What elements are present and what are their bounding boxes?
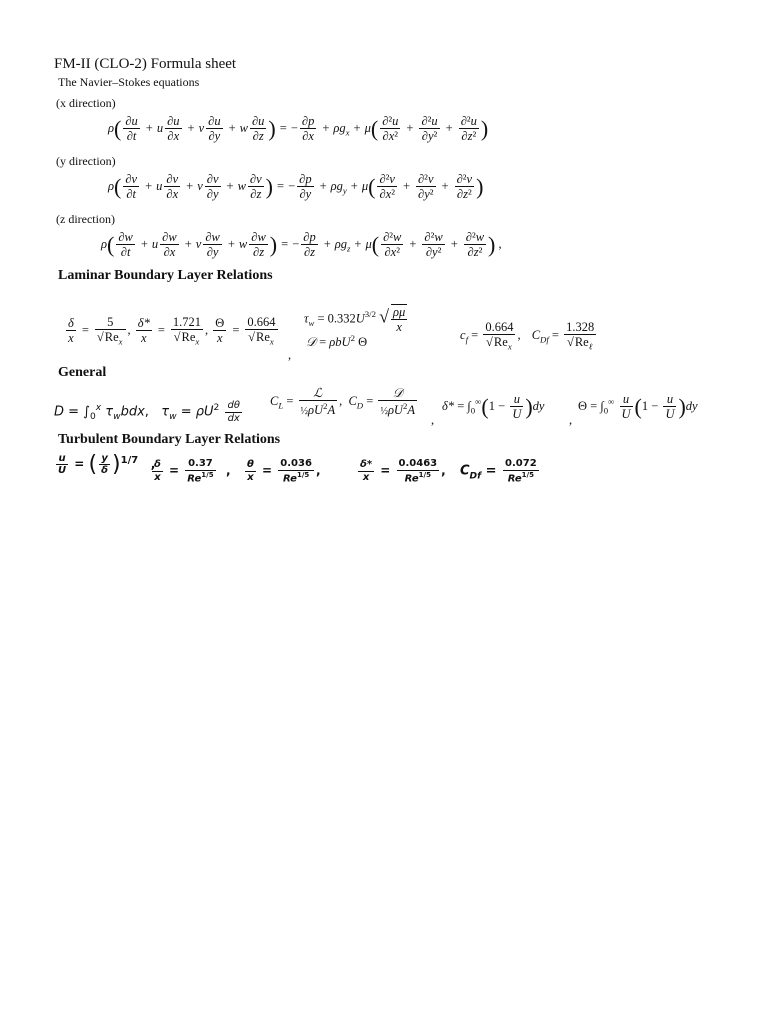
general-comma-2: ,: [569, 413, 573, 427]
turbulent-velocity-profile: $\frac{u}{U}$ = ( $\frac{y}{\delta}$ )$^{1/7}$ ,: [58, 452, 156, 477]
laminar-wall-shear: $\tau_w = 0.332U^{3/2}$ √ $\frac{\rho\mu}{x}$: [304, 305, 406, 335]
laminar-cdf-coef: 1.328: [566, 320, 595, 334]
laminar-cf-coef: 0.664: [485, 320, 514, 334]
z-direction-label: (z direction): [56, 212, 115, 226]
momentum-thickness-relation: $\Theta = \int_0^\infty$ $\frac{u}{U}$ (1 − $\frac{u}{U}$ )dy: [578, 392, 698, 422]
lift-drag-coefficients: $C_L$ = $\frac{\text{ℒ}}{\frac{1}{2}\rho U^2A}$ , $C_D$ = $\frac{\text{𝒟}}{\frac{1}{2}\rho U^2A}$: [270, 386, 415, 418]
laminar-drag-relation: 𝒟 = ρbU$^2$ Θ: [306, 333, 368, 350]
turbulent-theta-relation: $\frac{\theta}{x}$ = $\frac{0.036}{Re^{1/5}}$ ,: [247, 458, 321, 484]
laminar-delta-star-coef: 1.721: [172, 315, 202, 329]
x-direction-label: (x direction): [56, 96, 116, 110]
turbulent-delta-star-relation: $\frac{\delta*}{x}$ = $\frac{0.0463}{Re^{1/5}}$ ,: [360, 458, 446, 484]
general-comma-1: ,: [431, 413, 435, 427]
navier-stokes-z-equation: ρ( $\frac{\partial w}{\partial t}$ + u $\frac{\partial w}{\partial x}$ + v $\frac{\partial w}{\partial y}$ + w $\frac{\partial w}{\partial z}$ ) = − $\frac{\partial p}{\partial z}$ + $\rho g_z + \mu$( $\frac{\text{∂²w}}{\text{∂x²}}$ + $\frac{\text{∂²w}}{\text{∂y²}}$ + $\frac{\text{∂²w}}{\text{∂z²}}$ ) ,: [101, 230, 502, 260]
general-heading: General: [58, 365, 107, 380]
laminar-tau-coef: 0.332: [327, 311, 356, 326]
laminar-comma: ,: [288, 348, 292, 362]
navier-stokes-y-equation: ρ( $\frac{\partial v}{\partial t}$ + u $\frac{\partial v}{\partial x}$ + v $\frac{\partial v}{\partial y}$ + w $\frac{\partial v}{\partial z}$ ) = − $\frac{\partial p}{\partial y}$ + $\rho g_y + \mu$( $\frac{\text{∂²v}}{\text{∂x²}}$ + $\frac{\text{∂²v}}{\text{∂y²}}$ + $\frac{\text{∂²v}}{\text{∂z²}}$ ): [108, 172, 484, 202]
laminar-thickness-relations: $\frac{\delta}{x}$ = $\frac{5}{√Re_x}$ , $\frac{\delta*}{x}$ = $\frac{1.721}{√Re_x}$ , $\frac{\Theta}{x}$ = $\frac{0.664}{√Re_x}$: [68, 315, 276, 347]
turbulent-delta-star-coef: 0.0463: [398, 458, 438, 469]
navier-stokes-x-equation: ρ( $\frac{\partial u}{\partial t}$ + u $\frac{\partial u}{\partial x}$ + v $\frac{\partial u}{\partial y}$ + w $\frac{\partial u}{\partial z}$ ) = − $\frac{\partial p}{\partial x}$ + $\rho g_x + \mu$( $\frac{\text{∂²u}}{\text{∂x²}}$ + $\frac{\text{∂²u}}{\text{∂y²}}$ + $\frac{\text{∂²u}}{\text{∂z²}}$ ): [108, 114, 489, 144]
turbulent-delta-relation: $\frac{\delta}{x}$ = $\frac{0.37}{Re^{1/5}}$ ,: [154, 458, 231, 484]
page-subtitle: The Navier–Stokes equations: [58, 75, 200, 89]
y-direction-label: (y direction): [56, 154, 116, 168]
turbulent-theta-coef: 0.036: [280, 458, 312, 469]
turbulent-heading: Turbulent Boundary Layer Relations: [58, 432, 281, 447]
laminar-theta-coef: 0.664: [247, 315, 276, 329]
laminar-delta-coef: 5: [95, 315, 126, 330]
displacement-thickness-relation: $\delta* = \int_0^\infty(1$ − $\frac{u}{U}$ )dy: [442, 392, 545, 422]
laminar-heading: Laminar Boundary Layer Relations: [58, 268, 273, 283]
laminar-friction-coefficients: $c_f$ = $\frac{0.664}{√Re_x}$ , $C_{Df}$ = $\frac{1.328}{√Re_\ell}$: [460, 320, 595, 352]
turbulent-delta-coef: 0.37: [185, 458, 215, 471]
turbulent-cdf-relation: $C_{Df}$ = $\frac{0.072}{Re^{1/5}}$: [460, 458, 537, 484]
turbulent-cdf-coef: 0.072: [505, 458, 537, 469]
drag-integral-relation: $D = \int_0^x$ $\tau_wbdx$, $\tau_w = \rho U^2$ $\frac{d\theta}{dx}$: [54, 400, 240, 424]
page-title: FM-II (CLO-2) Formula sheet: [54, 56, 237, 72]
